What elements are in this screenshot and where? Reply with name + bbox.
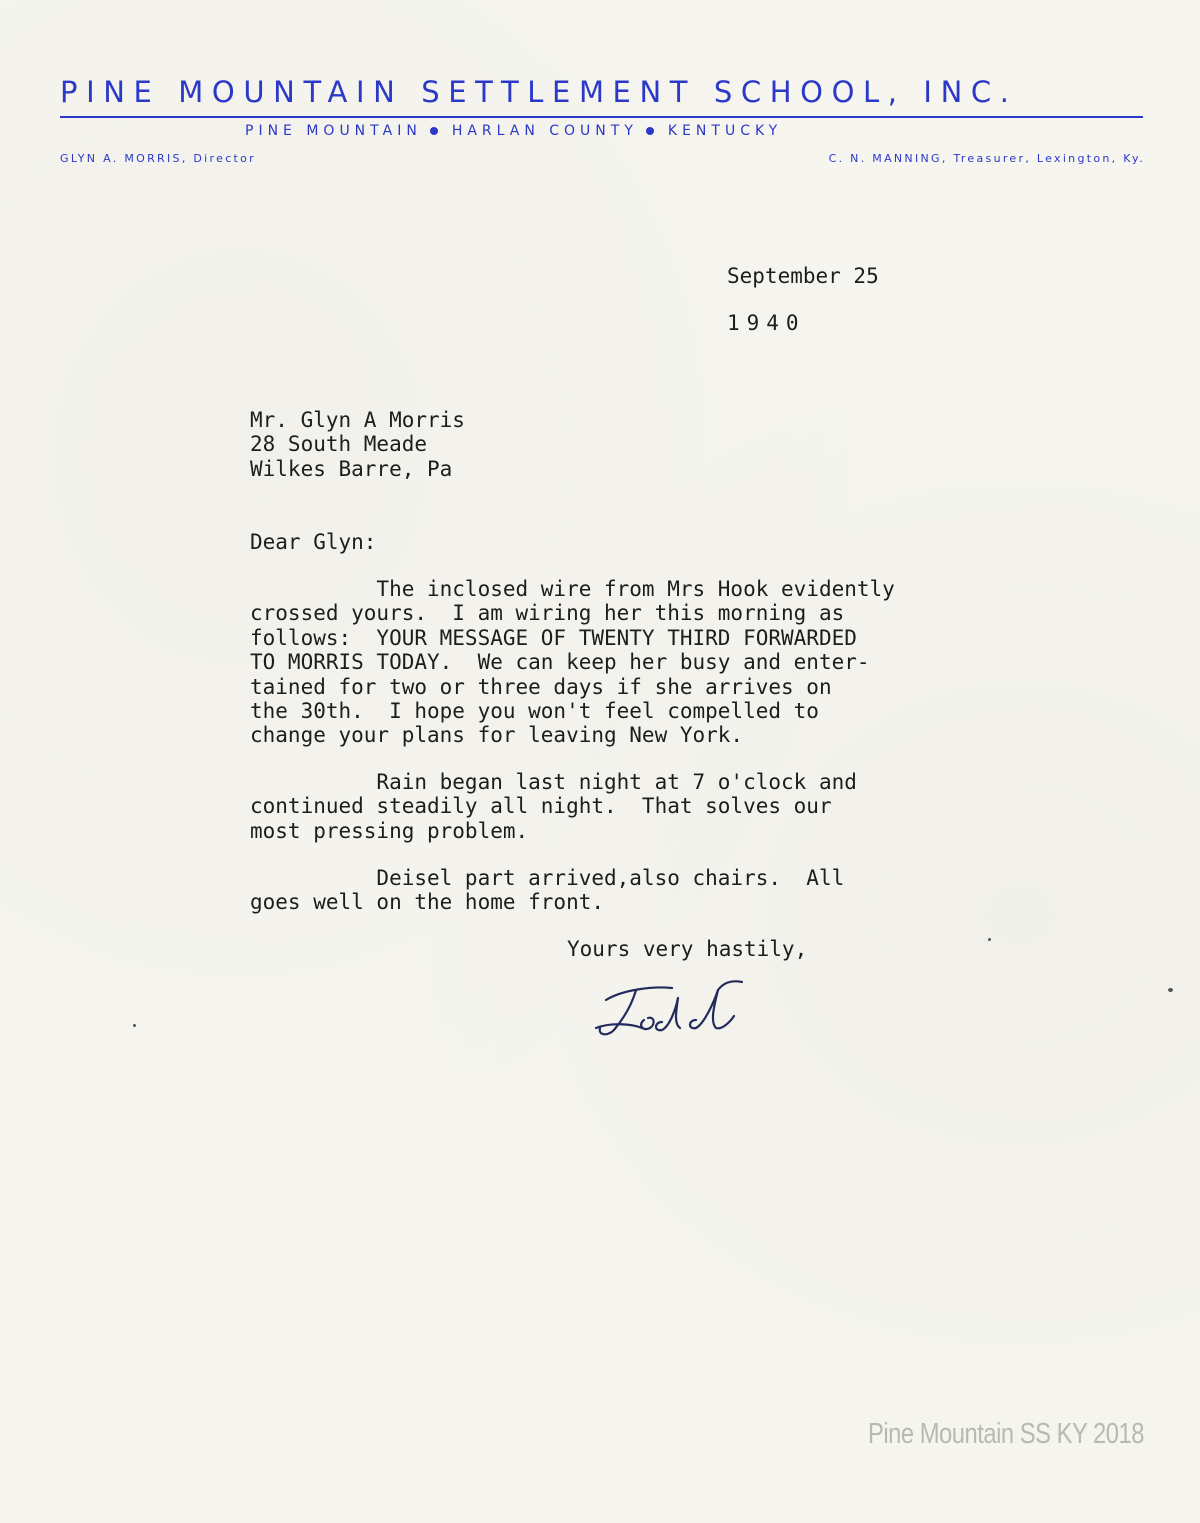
handwritten-signature xyxy=(592,972,782,1042)
letterhead-place: PINE MOUNTAIN xyxy=(245,123,422,139)
salutation: Dear Glyn: xyxy=(250,530,377,554)
letterhead-title: PINE MOUNTAIN SETTLEMENT SCHOOL, INC. xyxy=(60,75,1018,109)
letterhead-state: KENTUCKY xyxy=(667,123,783,139)
bullet-dot-icon xyxy=(430,127,438,135)
closing: Yours very hastily, xyxy=(567,937,808,961)
body-paragraph-3: Deisel part arrived,also chairs. All goes well on the home front. xyxy=(250,866,845,915)
letterhead-director: GLYN A. MORRIS, Director xyxy=(60,152,257,165)
bullet-dot-icon xyxy=(646,127,654,135)
paper-speck xyxy=(133,1024,136,1027)
body-paragraph-2: Rain began last night at 7 o'clock and continued steadily all night. That solves our most pressing problem. xyxy=(250,770,857,843)
body-paragraph-1: The inclosed wire from Mrs Hook evidently crossed yours. I am wiring her this morning as follows: YOUR MESSAGE OF TWENTY THIRD FORWARDED TO MORRIS TODAY. We can keep her busy and enter- tained for two or three days if she arrives on the 30th. I hope you won't feel compelled to change your plans for leaving New York. xyxy=(250,577,895,748)
letterhead-location xyxy=(245,123,782,139)
recipient-address: Mr. Glyn A Morris 28 South Meade Wilkes Barre, Pa xyxy=(250,408,465,481)
date-line: September 25 xyxy=(727,264,879,288)
archive-watermark: Pine Mountain SS KY 2018 xyxy=(868,1418,1144,1450)
paper-speck xyxy=(1168,988,1173,992)
letterhead-treasurer: C. N. MANNING, Treasurer, Lexington, Ky. xyxy=(828,152,1145,165)
letterhead-rule xyxy=(60,116,1143,118)
paper-speck xyxy=(988,938,991,941)
year-line: 1940 xyxy=(727,311,806,335)
letterhead-county: HARLAN COUNTY xyxy=(451,123,638,139)
